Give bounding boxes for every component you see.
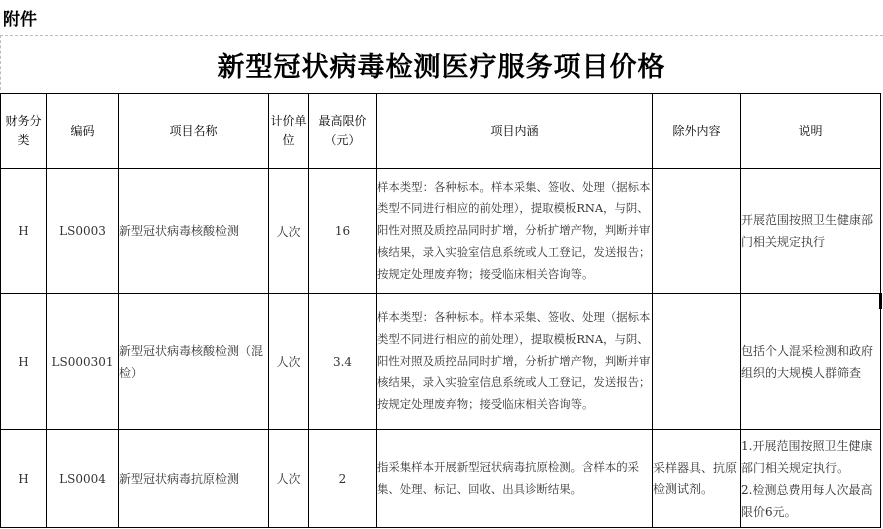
- cell-category: H: [1, 430, 47, 528]
- cell-unit: 人次: [269, 169, 309, 294]
- cell-unit: 人次: [269, 430, 309, 528]
- header-category: 财务分类: [1, 94, 47, 169]
- cell-unit: 人次: [269, 294, 309, 430]
- cell-exclusions: [653, 294, 741, 430]
- page-title: 新型冠状病毒检测医疗服务项目价格: [217, 52, 666, 83]
- attachment-label: 附件: [3, 10, 37, 30]
- cell-max-price: 16: [309, 169, 377, 294]
- cell-notes: 1.开展范围按照卫生健康部门相关规定执行。 2.检测总费用每人次最高限价6元。: [741, 430, 881, 528]
- header-row: [1, 94, 881, 169]
- cell-code: LS000301: [47, 294, 119, 430]
- price-table: [0, 93, 881, 528]
- cell-notes: 包括个人混采检测和政府组织的大规模人群筛查: [741, 294, 881, 430]
- cell-code: LS0004: [47, 430, 119, 528]
- cell-max-price: 3.4: [309, 294, 377, 430]
- header-name: 项目名称: [119, 94, 269, 169]
- cell-name: 新型冠状病毒核酸检测: [119, 169, 269, 294]
- cell-name: 新型冠状病毒抗原检测: [119, 430, 269, 528]
- cell-category: H: [1, 169, 47, 294]
- header-max-price: 最高限价（元）: [309, 94, 377, 169]
- cell-code: LS0003: [47, 169, 119, 294]
- cell-name: 新型冠状病毒核酸检测（混检）: [119, 294, 269, 430]
- table-row: [1, 169, 881, 294]
- cell-notes: 开展范围按照卫生健康部门相关规定执行: [741, 169, 881, 294]
- header-notes: 说明: [741, 94, 881, 169]
- cell-max-price: 2: [309, 430, 377, 528]
- sheet-gridline: [0, 35, 883, 36]
- header-exclusions: 除外内容: [653, 94, 741, 169]
- cell-cursor-marker: [879, 293, 882, 309]
- table-row: [1, 294, 881, 430]
- cell-exclusions: [653, 169, 741, 294]
- header-unit: 计价单位: [269, 94, 309, 169]
- cell-content: 样本类型：各种标本。样本采集、签收、处理（据标本类型不同进行相应的前处理），提取模板RNA，与阴、阳性对照及质控品同时扩增，分析扩增产物，判断并审核结果，录入实验室信息系统或人工登记，发送报告；按规定处理废弃物；接受临床相关咨询等。: [377, 294, 653, 430]
- cell-content: 样本类型：各种标本。样本采集、签收、处理（据标本类型不同进行相应的前处理），提取模板RNA，与阴、阳性对照及质控品同时扩增，分析扩增产物，判断并审核结果，录入实验室信息系统或人工登记，发送报告；按规定处理废弃物；接受临床相关咨询等。: [377, 169, 653, 294]
- header-content: 项目内涵: [377, 94, 653, 169]
- cell-content: 指采集样本开展新型冠状病毒抗原检测。含样本的采集、处理、标记、回收、出具诊断结果。: [377, 430, 653, 528]
- header-code: 编码: [47, 94, 119, 169]
- cell-exclusions: 采样器具、抗原检测试剂。: [653, 430, 741, 528]
- table-row: [1, 430, 881, 528]
- cell-category: H: [1, 294, 47, 430]
